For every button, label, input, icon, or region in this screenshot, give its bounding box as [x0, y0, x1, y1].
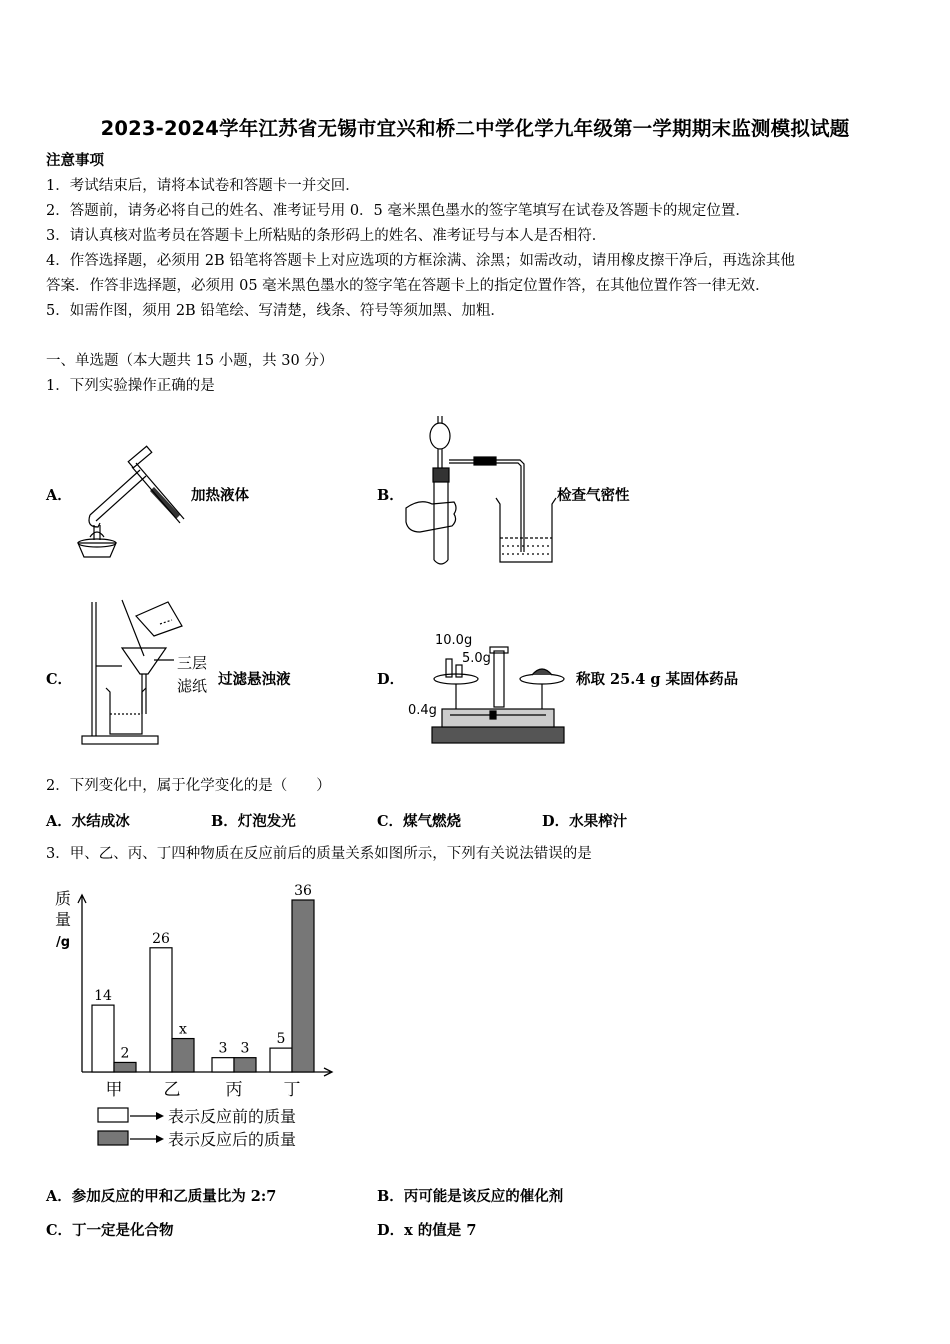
bar-data-label: 3: [218, 1040, 228, 1057]
bar-data-label: 14: [94, 988, 112, 1005]
rider-label-0-4g: 0.4g: [408, 703, 437, 718]
notice-line-1: 1．考试结束后，请将本试卷和答题卡一并交回．: [46, 178, 360, 194]
legend-swatch: [98, 1108, 128, 1122]
bar-data-label: 2: [120, 1045, 130, 1062]
notice-heading: 注意事项: [46, 152, 104, 169]
legend-swatch: [98, 1131, 128, 1145]
y-axis-label-part: /g: [55, 935, 71, 950]
bar-data-label: 36: [294, 883, 312, 899]
bar-data-label: 5: [276, 1031, 286, 1048]
q1-option-d-label: 称取 25.4 g 某固体药品: [576, 671, 739, 688]
weight-label-5g: 5.0g: [462, 651, 491, 666]
legend-arrow-head: [156, 1112, 164, 1120]
q1-option-b-label: 检查气密性: [557, 487, 630, 504]
q2-option-a: A．水结成冰: [46, 813, 130, 830]
q2-stem: 2．下列变化中，属于化学变化的是（ ）: [46, 778, 331, 794]
bar: [234, 1058, 256, 1072]
q1-option-a-letter: A．: [46, 487, 72, 504]
bar: [270, 1048, 292, 1072]
q3-option-a: A．参加反应的甲和乙质量比为 2:7: [46, 1188, 277, 1205]
notice-line-5: 答案．作答非选择题，必须用 05 毫米黑色墨水的签字笔在答题卡上的指定位置作答，在其他位置作答一律无效．: [46, 278, 770, 294]
q1-option-c-letter: C．: [46, 671, 73, 688]
bar-data-label: x: [179, 1021, 187, 1038]
legend-label: 表示反应前的质量: [168, 1107, 297, 1126]
filter-paper-label-1: 三层: [177, 654, 208, 672]
q1-option-b-letter: B．: [377, 487, 404, 504]
bar: [92, 1005, 114, 1072]
q3-option-c: C．丁一定是化合物: [46, 1222, 174, 1239]
notice-line-3: 3．请认真核对监考员在答题卡上所粘贴的条形码上的姓名、准考证号与本人是否相符．: [46, 228, 607, 244]
bar-data-label: 3: [240, 1040, 250, 1057]
q1-option-a-label: 加热液体: [191, 487, 249, 504]
bar: [292, 900, 314, 1072]
filter-paper-label-2: 滤纸: [177, 677, 208, 695]
bar: [150, 948, 172, 1072]
weight-label-10g: 10.0g: [435, 633, 473, 648]
q2-option-b: B．灯泡发光: [211, 813, 296, 830]
q1-stem: 1．下列实验操作正确的是: [46, 378, 215, 394]
x-tick-label: 丙: [225, 1080, 243, 1100]
legend-arrow-head: [156, 1135, 164, 1143]
bar-data-label: 26: [152, 930, 170, 947]
bar: [212, 1058, 234, 1072]
section-heading: 一、单选题（本大题共 15 小题，共 30 分）: [46, 353, 334, 369]
page-title: 2023-2024学年江苏省无锡市宜兴和桥二中学化学九年级第一学期期末监测模拟试题: [100, 117, 850, 140]
notice-line-2: 2．答题前，请务必将自己的姓名、准考证号用 0．5 毫米黑色墨水的签字笔填写在试卷及答题卡的规定位置．: [46, 203, 750, 219]
q1-option-d-letter: D．: [377, 671, 405, 688]
notice-line-6: 5．如需作图，须用 2B 铅笔绘、写清楚，线条、符号等须加黑、加粗．: [46, 303, 505, 319]
q2-option-c: C．煤气燃烧: [377, 813, 462, 830]
q3-option-d: D．x 的值是 7: [377, 1222, 477, 1239]
x-tick-label: 丁: [283, 1080, 301, 1100]
bar: [114, 1062, 136, 1072]
bar: [172, 1039, 194, 1072]
q3-option-b: B．丙可能是该反应的催化剂: [377, 1188, 564, 1205]
q2-option-d: D．水果榨汁: [542, 813, 628, 830]
notice-line-4: 4．作答选择题，必须用 2B 铅笔将答题卡上对应选项的方框涂满、涂黑；如需改动，请用橡皮擦干净后，再选涂其他: [46, 253, 795, 269]
q1-option-c-label: 过滤悬浊液: [218, 671, 291, 688]
q3-stem: 3．甲、乙、丙、丁四种物质在反应前后的质量关系如图所示，下列有关说法错误的是: [46, 846, 592, 862]
y-axis-label-part: 量: [54, 910, 72, 929]
legend-label: 表示反应后的质量: [168, 1130, 297, 1149]
y-axis-label-part: 质: [54, 889, 72, 908]
x-tick-label: 甲: [105, 1080, 123, 1100]
x-tick-label: 乙: [163, 1080, 181, 1100]
